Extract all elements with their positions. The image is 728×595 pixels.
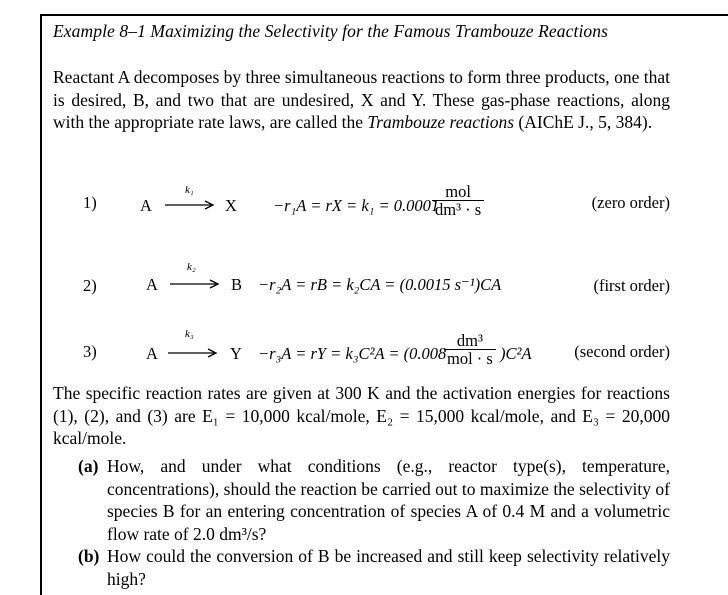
question-text: How, and under what conditions (e.g., reactor type(s), temperature, concentrations), should the reaction be carried out to maximize the selectivity of species B for an entering concentration of species A of 0.4 M and a volumetric flow rate of 2.0 dm³/s? [107, 456, 670, 544]
rate-law: −r₁A = rX = k₁ = 0.0001 [273, 196, 440, 215]
question-a [78, 455, 670, 545]
product-label: X [225, 196, 237, 215]
rate-law-tail: )C²A [500, 344, 532, 363]
reaction-arrow-icon [170, 277, 220, 291]
product-label: Y [230, 344, 242, 363]
reaction-order: (zero order) [591, 193, 670, 212]
example-title: Example 8–1 Maximizing the Selectivity for the Famous Trambouze Reactions [53, 21, 609, 41]
question-text: How could the conversion of B be increased and still keep selectivity relatively high? [107, 546, 670, 589]
rate-constant-label: k₃ [185, 328, 194, 340]
intro-text-b: (AIChE J., 5, 384). [514, 112, 653, 132]
rate-constant-label: k₂ [187, 261, 196, 273]
intro-text-a: Reactant A decomposes by three simultaneous reactions to form three products, one that is desired, B, and two that are undesired, X and Y. These gas-phase reactions, along with the appropriate rate laws, are called the [53, 67, 670, 132]
question-label: (a) [78, 456, 99, 476]
reaction-arrow-icon [165, 198, 215, 212]
reaction-number: 3) [83, 342, 97, 361]
reactant-label: A [140, 196, 152, 215]
product-label: B [231, 275, 243, 294]
rate-law: −r₃A = rY = k₃C²A = (0.008 [258, 344, 447, 363]
left-border-rule [40, 14, 42, 595]
question-b [78, 545, 670, 590]
unit-denominator: mol · s [447, 349, 493, 369]
rate-units [444, 332, 496, 368]
reactant-label: A [146, 275, 158, 294]
unit-numerator: mol [432, 183, 484, 201]
activation-energy-paragraph: The specific reaction rates are given at 300 K and the activation energies for reactions (1), (2), and (3) are E₁ = 10,000 kcal/mole, E₂ = 15,000 kcal/mole, and E₃ = 20,000 kcal/mole. [53, 383, 670, 448]
reaction-order: (second order) [574, 342, 670, 361]
reaction-arrow-icon [168, 346, 218, 360]
rate-law: −r₂A = rB = k₂CA = (0.0015 s⁻¹)CA [258, 275, 502, 294]
unit-numerator: dm³ [444, 332, 496, 350]
unit-denominator: dm³ · s [435, 200, 482, 220]
reaction-number: 1) [83, 193, 97, 212]
rate-constant-label: k₁ [185, 184, 194, 196]
rate-units [432, 183, 484, 219]
intro-paragraph [53, 66, 670, 134]
reaction-order: (first order) [593, 276, 670, 295]
question-label: (b) [78, 546, 100, 566]
reactant-label: A [146, 344, 158, 363]
intro-text-italic: Trambouze reactions [367, 112, 515, 132]
reaction-number: 2) [83, 276, 97, 295]
top-border-rule [40, 14, 728, 16]
